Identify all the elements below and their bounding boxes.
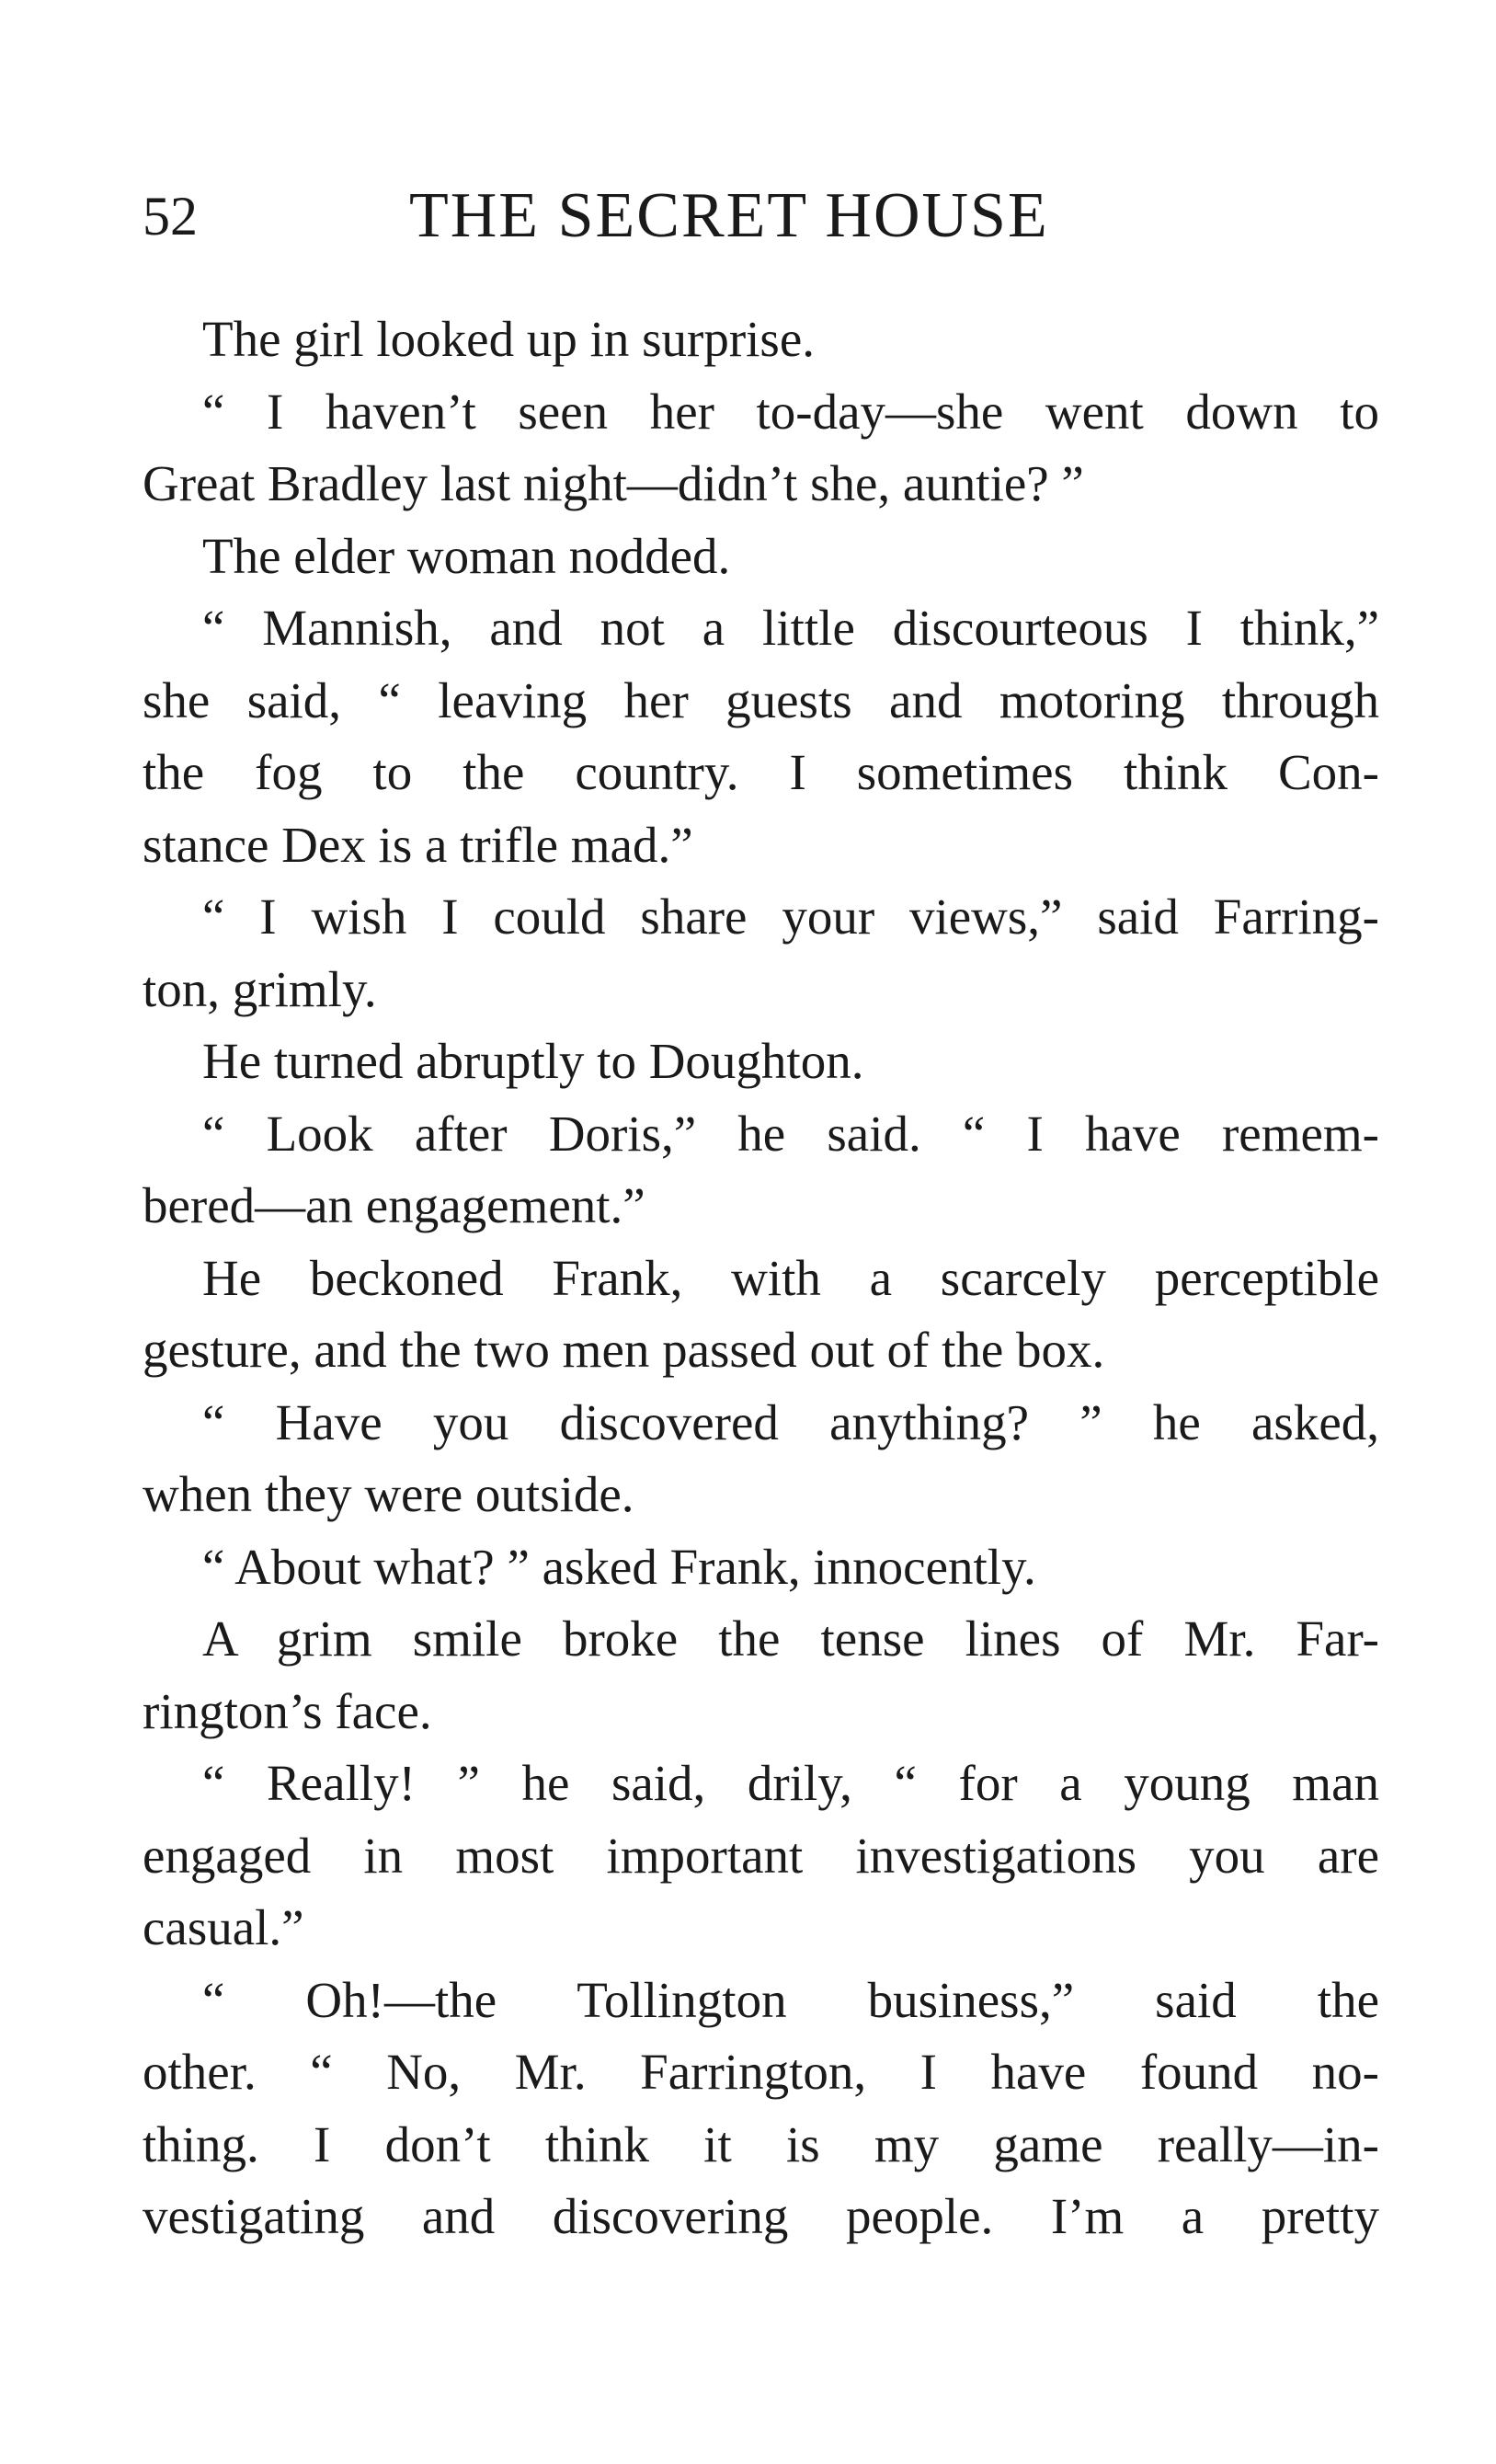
text-line: The girl looked up in surprise. <box>202 311 815 367</box>
text-line: gesture, and the two men passed out of the box. <box>143 1322 1105 1378</box>
text-line: “ Oh!—the Tollington business,” said the <box>202 1971 1379 2028</box>
text-line: engaged in most important investigations you are <box>143 1827 1379 1884</box>
page-header <box>143 175 1384 258</box>
text-line: the fog to the country. I sometimes think Con- <box>143 744 1379 800</box>
text-line: “ About what? ” asked Frank, innocently. <box>202 1538 1036 1595</box>
text-line: The elder woman nodded. <box>202 527 731 584</box>
text-line: stance Dex is a trifle mad.” <box>143 816 693 873</box>
text-line: He beckoned Frank, with a scarcely perceptible <box>202 1249 1379 1306</box>
text-line: she said, “ leaving her guests and motoring through <box>143 671 1379 728</box>
text-line: thing. I don’t think it is my game really—in- <box>143 2115 1379 2172</box>
text-line: other. “ No, Mr. Farrington, I have found no- <box>143 2044 1379 2100</box>
text-line: “ I wish I could share your views,” said Farring- <box>202 888 1379 945</box>
text-line: bered—an engagement.” <box>143 1177 645 1233</box>
text-line: “ Have you discovered anything? ” he asked, <box>202 1393 1379 1450</box>
text-line: “ I haven’t seen her to-day—she went down to <box>202 383 1379 440</box>
text-line: A grim smile broke the tense lines of Mr. Far- <box>202 1610 1379 1667</box>
text-line: when they were outside. <box>143 1466 634 1522</box>
page-number: 52 <box>143 186 198 246</box>
body-text <box>143 304 1379 2253</box>
text-line: rington’s face. <box>143 1682 432 1739</box>
text-line: ton, grimly. <box>143 960 377 1017</box>
text-line: vestigating and discovering people. I’m a pretty <box>143 2188 1379 2244</box>
text-line: He turned abruptly to Doughton. <box>202 1033 864 1089</box>
text-line: Great Bradley last night—didn’t she, auntie? ” <box>143 455 1084 511</box>
running-title: THE SECRET HOUSE <box>409 180 1049 251</box>
text-line: “ Really! ” he said, drily, “ for a young man <box>202 1755 1379 1811</box>
text-line: casual.” <box>143 1899 304 1955</box>
text-line: “ Look after Doris,” he said. “ I have remem- <box>202 1105 1379 1162</box>
text-line: “ Mannish, and not a little discourteous I think,” <box>202 600 1379 656</box>
